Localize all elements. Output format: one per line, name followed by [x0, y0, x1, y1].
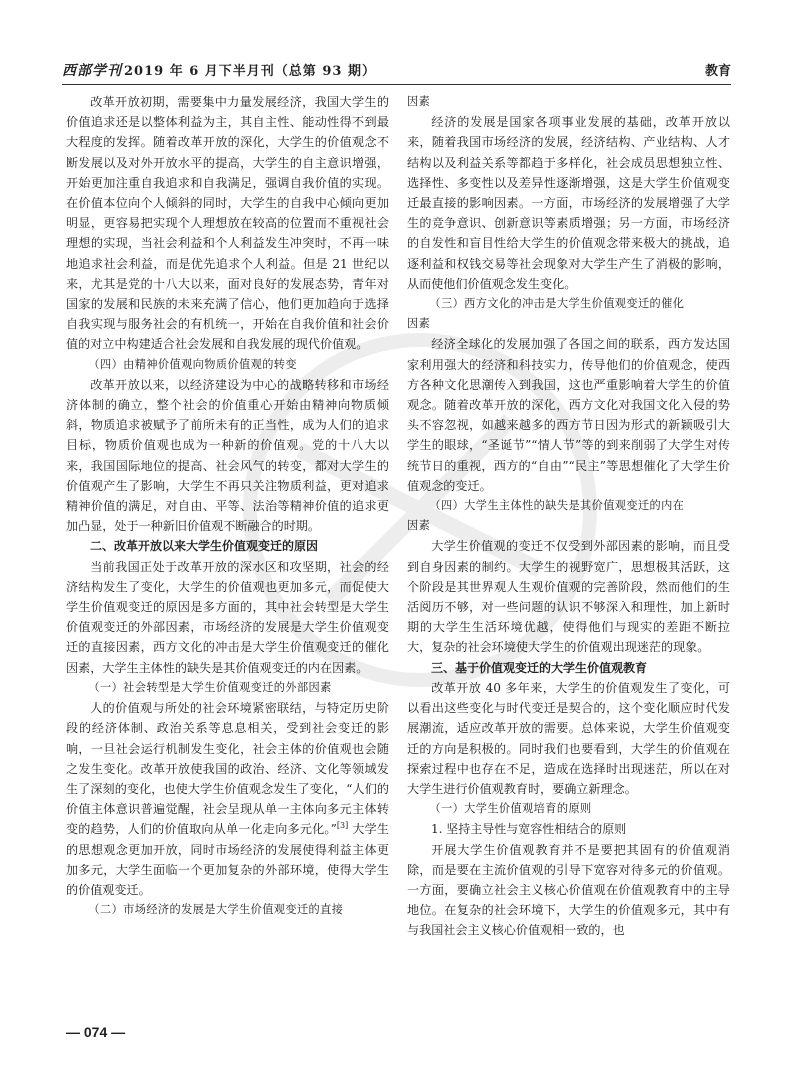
left-column — [66, 92, 389, 920]
section-heading: 三、基于价值观变迁的大学生价值观教育 — [431, 660, 648, 675]
journal-masthead — [62, 60, 376, 80]
subsection-heading: （一）社会转型是大学生价值观变迁的外部因素 — [88, 680, 332, 694]
subsection-heading: （一）大学生价值观培育的原则 — [429, 802, 592, 816]
section-label: 教育 — [704, 64, 731, 79]
body-paragraph: 当前我国正处于改革开放的深水区和攻坚期，社会的经济结构发生了变化，大学生的价值观也更加多元，而促使大学生价值观变迁的原因是多方面的，其中社会转型是大学生价值观变迁的外部因素，市场经济的发展是大学生价值观变迁的直接因素，西方文化的冲击是大学生价值观变迁的催化因素，大学生主体性的缺失是其价值观变迁的内在因素。 — [66, 559, 389, 675]
body-paragraph: 改革开放 40 多年来，大学生的价值观发生了变化，可以看出这些变化与时代变迁是契合的，这个变化顺应时代发展潮流，适应改革开放的需要。总体来说，大学生价值观变迁的方向是积极的。同时我们也要看到，大学生的价值观在探索过程中也存在不足，造成在选择时出现迷茫，所以在对大学生进行价值观教育时，要确立新理念。 — [407, 680, 730, 796]
journal-logo: 西部学刊 — [62, 63, 122, 79]
subsection-heading-continued: 因素 — [407, 519, 431, 533]
issue-info: 2019 年 6 月下半月刊（总第 93 期） — [124, 64, 376, 79]
right-column — [407, 92, 730, 941]
body-paragraph: 开展大学生价值观教育并不是要把其固有的价值观消除，而是要在主流价值观的引导下宽容对待多元的价值观。一方面，要确立社会主义核心价值观在价值观教育中的主导地位。在复杂的社会环境下，大学生的价值观多元，其中有与我国社会主义核心价值观相一致的，也 — [407, 842, 730, 938]
body-paragraph: 改革开放初期，需要集中力量发展经济，我国大学生的价值追求还是以整体利益为主，其自主性、能动性得不到最大程度的发挥。随着改革开放的深化，大学生的价值观念不断发展以及对外开放水平的提高，大学生的自主意识增强，开始更加注重自我追求和自我满足，强调自我价值的实现。在价值本位向个人倾斜的同时，大学生的自我中心倾向更加明显，更容易把实现个人理想放在较高的位置而不重视社会理想的实现，当社会利益和个人利益发生冲突时，不再一味地追求社会利益，而是优先追求个人利益。但是 21 世纪以来，尤其是党的十八大以来，面对良好的发展态势，青年对国家的发展和民族的未来充满了信心，他们更加趋向于选择自我实现与服务社会的有机统一，开始在自我价值和社会价值的对立中构建适合社会发展和自我发展的现代价值观。 — [66, 95, 389, 352]
body-paragraph: 经济的发展是国家各项事业发展的基础，改革开放以来，随着我国市场经济的发展，经济结构、产业结构、人才结构以及利益关系等都趋于多样化，社会成员思想独立性、选择性、多变性以及差异性逐渐增强，这是大学生价值观变迁最直接的影响因素。一方面，市场经济的发展增强了大学生的竞争意识、创新意识等素质增强；另一方面，市场经济的自发性和盲目性给大学生的价值观念带来极大的挑战，追逐利益和权钱交易等社会现象对大学生产生了消极的影响，从而使他们价值观念发生变化。 — [407, 115, 730, 291]
page-number: — 074 — — [66, 1024, 126, 1040]
body-paragraph: 经济全球化的发展加强了各国之间的联系，西方发达国家利用强大的经济和科技实力，传导他们的价值观念，使西方各种文化思潮传入到我国，这也严重影响着大学生的价值观念。随着改革开放的深化，西方文化对我国文化入侵的势头不容忽视，如越来越多的西方节日因为形式的新颖吸引大学生的眼球，“圣诞节”“情人节”等的到来削弱了大学生对传统节日的重视，西方的“自由”“民主”等思想催化了大学生价值观念的变迁。 — [407, 337, 730, 493]
subsection-heading: （三）西方文化的冲击是大学生价值观变迁的催化 — [429, 297, 685, 311]
citation-marker: [3] — [336, 821, 349, 831]
subsection-heading-continued: 因素 — [407, 95, 431, 108]
section-heading: 二、改革开放以来大学生价值观变迁的原因 — [90, 539, 319, 554]
body-paragraph: 人的价值观与所处的社会环境紧密联结，与特定历史阶段的经济体制、政治关系等息息相关，受到社会变迁的影响，一旦社会运行机制发生变化，社会主体的价值观也会随之发生变化。改革开放使我国的政治、经济、文化等领域发生了深刻的变化，也使大学生价值观念发生了变化，“人们的价值主体意识普遍觉醒，社会呈现从单一主体向多元主体转变的趋势，人们的价值取向从单一化走向多元化。”[3] 大学生的思想观念更加开放，同时市场经济的发展使得利益主体更加多元，大学生面临一个更加复杂的外部环境，使得大学生的价值观变迁。 — [66, 701, 389, 897]
page-header — [62, 60, 731, 82]
subsection-heading: （四）由精神价值观向物质价值观的转变 — [88, 357, 297, 371]
subsection-heading: （四）大学生主体性的缺失是其价值观变迁的内在 — [429, 499, 685, 513]
subsection-heading: （二）市场经济的发展是大学生价值观变迁的直接 — [88, 903, 344, 917]
subsection-heading-continued: 因素 — [407, 317, 431, 331]
body-paragraph: 大学生价值观的变迁不仅受到外部因素的影响，而且受到自身因素的制约。大学生的视野宽广，思想极其活跃，这个阶段是其世界观人生观价值观的完善阶段，然而他们的生活阅历不够，对一些问题的认识不够深入和理性，加上新时期的大学生生活环境优越，使得他们与现实的差距不断拉大，复杂的社会环境使大学生的价值观出现迷茫的现象。 — [407, 539, 730, 655]
header-divider — [62, 84, 731, 85]
body-paragraph: 改革开放以来，以经济建设为中心的战略转移和市场经济体制的确立，整个社会的价值重心开始由精神向物质倾斜，物质追求被赋予了前所未有的正当性，成为人们的追求目标，物质价值观也成为一种新的价值观。党的十八大以来，我国国际地位的提高、社会风气的转变，都对大学生的价值观产生了影响，大学生不再只关注物质利益，更对追求精神价值的满足，对自由、平等、法治等精神价值的追求更加凸显，处于一种新旧价值观不断融合的时期。 — [66, 377, 389, 534]
numbered-heading: 1. 坚持主导性与宽容性相结合的原则 — [431, 822, 627, 837]
